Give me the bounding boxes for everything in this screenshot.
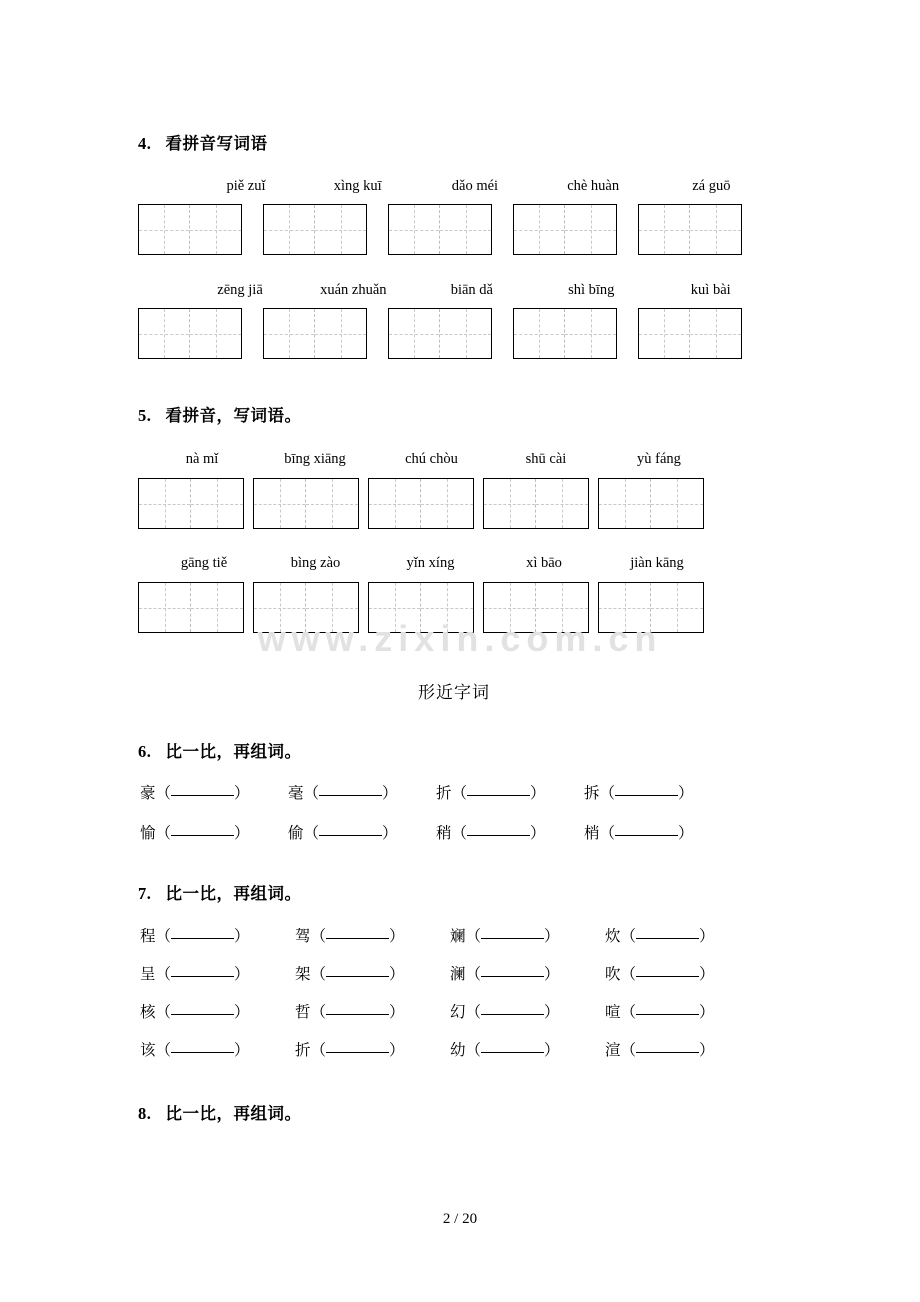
paren-left: （ [620, 1042, 637, 1059]
pinyin-label: chú chòu [405, 451, 458, 467]
writing-grid[interactable] [138, 478, 244, 529]
compare-char: 幼 [450, 1042, 466, 1059]
answer-blank[interactable] [636, 976, 699, 977]
q4-row2-pinyin [138, 282, 770, 299]
paren-left: （ [599, 785, 616, 802]
grid-cell[interactable] [484, 583, 536, 632]
question-5-title [138, 402, 770, 426]
pinyin-label: yǐn xíng [406, 555, 455, 571]
paren-right: ） [234, 825, 250, 842]
answer-blank[interactable] [171, 938, 234, 939]
compare-char: 稍 [436, 825, 452, 842]
writing-grid[interactable] [138, 582, 244, 633]
pinyin-label: zá guō [692, 178, 731, 194]
pinyin-label: xìng kuī [333, 178, 382, 194]
paren-left: （ [310, 1042, 327, 1059]
paren-left: （ [451, 825, 468, 842]
compare-char: 毫 [288, 785, 304, 802]
paren-left: （ [310, 1004, 327, 1021]
grid-cell[interactable] [191, 583, 243, 632]
answer-blank[interactable] [171, 1014, 234, 1015]
paren-left: （ [451, 785, 468, 802]
question-6-number: 6. [138, 742, 152, 761]
question-7-block [138, 880, 770, 1060]
paren-right: ） [234, 928, 250, 945]
pinyin-label: shū cài [525, 451, 567, 467]
question-5-block [138, 402, 770, 633]
q4-row1-boxes [138, 204, 770, 255]
q4-row1-pinyin [138, 178, 770, 195]
paren-left: （ [155, 928, 172, 945]
paren-left: （ [620, 928, 637, 945]
compare-item [288, 821, 436, 843]
writing-grid[interactable] [368, 582, 474, 633]
paren-left: （ [155, 825, 172, 842]
grid-cell[interactable] [306, 583, 358, 632]
question-4-text: 看拼音写词语 [165, 135, 268, 153]
paren-right: ） [699, 1042, 715, 1059]
writing-grid[interactable] [253, 478, 359, 529]
writing-grid[interactable] [138, 308, 242, 359]
compare-char: 愉 [140, 825, 156, 842]
question-8-text: 比一比，再组词。 [165, 1105, 302, 1123]
grid-cell[interactable] [421, 479, 473, 528]
grid-cell[interactable] [389, 309, 440, 358]
question-8-title [138, 1100, 770, 1124]
compare-item [450, 962, 605, 984]
compare-item [605, 1000, 760, 1022]
writing-grid[interactable] [263, 204, 367, 255]
compare-char: 程 [140, 928, 156, 945]
grid-cell[interactable] [514, 205, 565, 254]
answer-blank[interactable] [481, 938, 544, 939]
paren-left: （ [465, 1042, 482, 1059]
grid-cell[interactable] [254, 479, 306, 528]
pinyin-label: gāng tiě [180, 555, 228, 571]
pinyin-label: jiàn kāng [630, 555, 684, 571]
section-title: 形近字词 [418, 683, 490, 702]
paren-left: （ [310, 928, 327, 945]
pinyin-label: xì bāo [526, 555, 562, 571]
paren-right: ） [678, 785, 694, 802]
writing-grid[interactable] [388, 204, 492, 255]
answer-blank[interactable] [326, 1014, 389, 1015]
pinyin-label: kuì bài [690, 282, 731, 298]
answer-blank[interactable] [636, 1052, 699, 1053]
compare-item [436, 781, 584, 803]
compare-char: 架 [295, 966, 311, 983]
grid-cell[interactable] [369, 479, 421, 528]
compare-item [140, 1000, 295, 1022]
compare-char: 渲 [605, 1042, 621, 1059]
compare-item [140, 924, 295, 946]
grid-cell[interactable] [484, 479, 536, 528]
grid-cell[interactable] [565, 309, 616, 358]
grid-cell[interactable] [306, 479, 358, 528]
pinyin-label: yù fáng [637, 451, 681, 467]
writing-grid[interactable] [483, 478, 589, 529]
paren-right: ） [544, 1042, 560, 1059]
paren-right: ） [234, 1042, 250, 1059]
writing-grid[interactable] [388, 308, 492, 359]
grid-cell[interactable] [639, 309, 690, 358]
answer-blank[interactable] [319, 795, 382, 796]
writing-grid[interactable] [483, 582, 589, 633]
grid-cell[interactable] [264, 309, 315, 358]
writing-grid[interactable] [513, 204, 617, 255]
grid-cell[interactable] [139, 205, 190, 254]
paren-left: （ [303, 785, 320, 802]
q7-row [138, 1000, 770, 1022]
paren-right: ） [234, 785, 250, 802]
compare-char: 该 [140, 1042, 156, 1059]
question-7-number: 7. [138, 884, 152, 903]
compare-char: 哲 [295, 1004, 311, 1021]
writing-grid[interactable] [638, 204, 742, 255]
compare-char: 斓 [450, 928, 466, 945]
paren-left: （ [465, 966, 482, 983]
paren-right: ） [389, 1004, 405, 1021]
writing-grid[interactable] [263, 308, 367, 359]
answer-blank[interactable] [171, 1052, 234, 1053]
compare-char: 折 [295, 1042, 311, 1059]
compare-char: 呈 [140, 966, 156, 983]
q7-row [138, 1038, 770, 1060]
pinyin-label: dǎo méi [451, 178, 499, 194]
answer-blank[interactable] [636, 938, 699, 939]
question-6-title [138, 738, 770, 762]
grid-cell[interactable] [315, 309, 366, 358]
question-4-number: 4. [138, 134, 152, 153]
grid-cell[interactable] [315, 205, 366, 254]
grid-cell[interactable] [190, 205, 241, 254]
grid-cell[interactable] [440, 309, 491, 358]
compare-item [140, 781, 288, 803]
compare-item [450, 1000, 605, 1022]
grid-cell[interactable] [690, 309, 741, 358]
grid-cell[interactable] [599, 479, 651, 528]
grid-cell[interactable] [139, 479, 191, 528]
paren-right: ） [389, 928, 405, 945]
compare-item [605, 924, 760, 946]
grid-cell[interactable] [651, 479, 703, 528]
q6-row [138, 781, 770, 803]
compare-char: 吹 [605, 966, 621, 983]
q7-row [138, 962, 770, 984]
page-number: 2 / 20 [442, 1211, 478, 1227]
compare-char: 豪 [140, 785, 156, 802]
grid-cell[interactable] [690, 205, 741, 254]
grid-cell[interactable] [651, 583, 703, 632]
answer-blank[interactable] [467, 835, 530, 836]
compare-char: 喧 [605, 1004, 621, 1021]
answer-blank[interactable] [467, 795, 530, 796]
paren-right: ） [699, 928, 715, 945]
paren-right: ） [678, 825, 694, 842]
answer-blank[interactable] [171, 835, 234, 836]
answer-blank[interactable] [326, 1052, 389, 1053]
question-4-block [138, 130, 770, 359]
paren-left: （ [155, 1042, 172, 1059]
grid-cell[interactable] [536, 583, 588, 632]
compare-item [450, 924, 605, 946]
grid-cell[interactable] [264, 205, 315, 254]
pinyin-label: nà mǐ [185, 451, 219, 467]
paren-right: ） [530, 785, 546, 802]
compare-item [288, 781, 436, 803]
paren-right: ） [234, 1004, 250, 1021]
pinyin-label: biān dǎ [450, 282, 493, 298]
answer-blank[interactable] [615, 795, 678, 796]
question-5-number: 5. [138, 406, 152, 425]
paren-right: ） [699, 1004, 715, 1021]
paren-right: ） [544, 966, 560, 983]
pinyin-label: bīng xiāng [284, 451, 346, 467]
paren-left: （ [155, 785, 172, 802]
compare-char: 炊 [605, 928, 621, 945]
grid-cell[interactable] [190, 309, 241, 358]
question-4-title [138, 130, 770, 154]
grid-cell[interactable] [254, 583, 306, 632]
grid-cell[interactable] [565, 205, 616, 254]
q7-row [138, 924, 770, 946]
grid-cell[interactable] [139, 583, 191, 632]
watermark-text: www.zixin.com.cn [257, 618, 663, 659]
compare-char: 偷 [288, 825, 304, 842]
grid-cell[interactable] [389, 205, 440, 254]
paren-right: ） [234, 966, 250, 983]
paren-left: （ [599, 825, 616, 842]
pinyin-label: xuán zhuǎn [320, 282, 387, 298]
q6-row [138, 821, 770, 843]
grid-cell[interactable] [536, 479, 588, 528]
compare-item [295, 1000, 450, 1022]
compare-item [436, 821, 584, 843]
answer-blank[interactable] [171, 795, 234, 796]
paren-right: ） [382, 825, 398, 842]
paren-right: ） [389, 1042, 405, 1059]
question-6-block [138, 738, 770, 843]
compare-item [584, 821, 732, 843]
q5-row1-pinyin [138, 451, 770, 468]
paren-right: ） [699, 966, 715, 983]
writing-grid[interactable] [638, 308, 742, 359]
paren-left: （ [155, 966, 172, 983]
compare-item [140, 821, 288, 843]
compare-item [140, 962, 295, 984]
paren-left: （ [310, 966, 327, 983]
answer-blank[interactable] [481, 1014, 544, 1015]
compare-char: 澜 [450, 966, 466, 983]
grid-cell[interactable] [421, 583, 473, 632]
compare-item [584, 781, 732, 803]
compare-char: 拆 [584, 785, 600, 802]
paren-right: ） [544, 928, 560, 945]
question-6-text: 比一比，再组词。 [165, 743, 302, 761]
paren-left: （ [465, 928, 482, 945]
writing-grid[interactable] [253, 582, 359, 633]
q5-row2-pinyin [138, 555, 770, 572]
answer-blank[interactable] [615, 835, 678, 836]
q5-row2-boxes [138, 582, 770, 633]
writing-grid[interactable] [513, 308, 617, 359]
writing-grid[interactable] [598, 478, 704, 529]
grid-cell[interactable] [139, 309, 190, 358]
compare-item [605, 962, 760, 984]
q4-row2-boxes [138, 308, 770, 359]
question-8-number: 8. [138, 1104, 152, 1123]
compare-item [295, 962, 450, 984]
paren-left: （ [620, 966, 637, 983]
grid-cell[interactable] [369, 583, 421, 632]
question-7-title [138, 880, 770, 904]
paren-left: （ [620, 1004, 637, 1021]
question-7-text: 比一比，再组词。 [165, 885, 302, 903]
pinyin-label: bìng zào [290, 555, 341, 571]
paren-right: ） [389, 966, 405, 983]
question-8-block [138, 1100, 770, 1124]
compare-char: 折 [436, 785, 452, 802]
compare-item [450, 1038, 605, 1060]
writing-grid[interactable] [368, 478, 474, 529]
pinyin-label: zēng jiā [217, 282, 263, 298]
paren-left: （ [155, 1004, 172, 1021]
grid-cell[interactable] [191, 479, 243, 528]
paren-right: ） [544, 1004, 560, 1021]
answer-blank[interactable] [171, 976, 234, 977]
answer-blank[interactable] [481, 1052, 544, 1053]
paren-left: （ [465, 1004, 482, 1021]
grid-cell[interactable] [440, 205, 491, 254]
pinyin-label: piě zuǐ [226, 178, 266, 194]
writing-grid[interactable] [138, 204, 242, 255]
paren-left: （ [303, 825, 320, 842]
compare-item [295, 1038, 450, 1060]
compare-char: 核 [140, 1004, 156, 1021]
grid-cell[interactable] [514, 309, 565, 358]
pinyin-label: shì bīng [568, 282, 615, 298]
compare-item [605, 1038, 760, 1060]
compare-char: 幻 [450, 1004, 466, 1021]
answer-blank[interactable] [481, 976, 544, 977]
compare-item [295, 924, 450, 946]
answer-blank[interactable] [319, 835, 382, 836]
pinyin-label: chè huàn [567, 178, 620, 194]
compare-char: 梢 [584, 825, 600, 842]
answer-blank[interactable] [326, 938, 389, 939]
paren-right: ） [382, 785, 398, 802]
compare-item [140, 1038, 295, 1060]
answer-blank[interactable] [326, 976, 389, 977]
paren-right: ） [530, 825, 546, 842]
question-5-text: 看拼音，写词语。 [165, 407, 302, 425]
q5-row1-boxes [138, 478, 770, 529]
writing-grid[interactable] [598, 582, 704, 633]
compare-char: 驾 [295, 928, 311, 945]
grid-cell[interactable] [639, 205, 690, 254]
answer-blank[interactable] [636, 1014, 699, 1015]
grid-cell[interactable] [599, 583, 651, 632]
